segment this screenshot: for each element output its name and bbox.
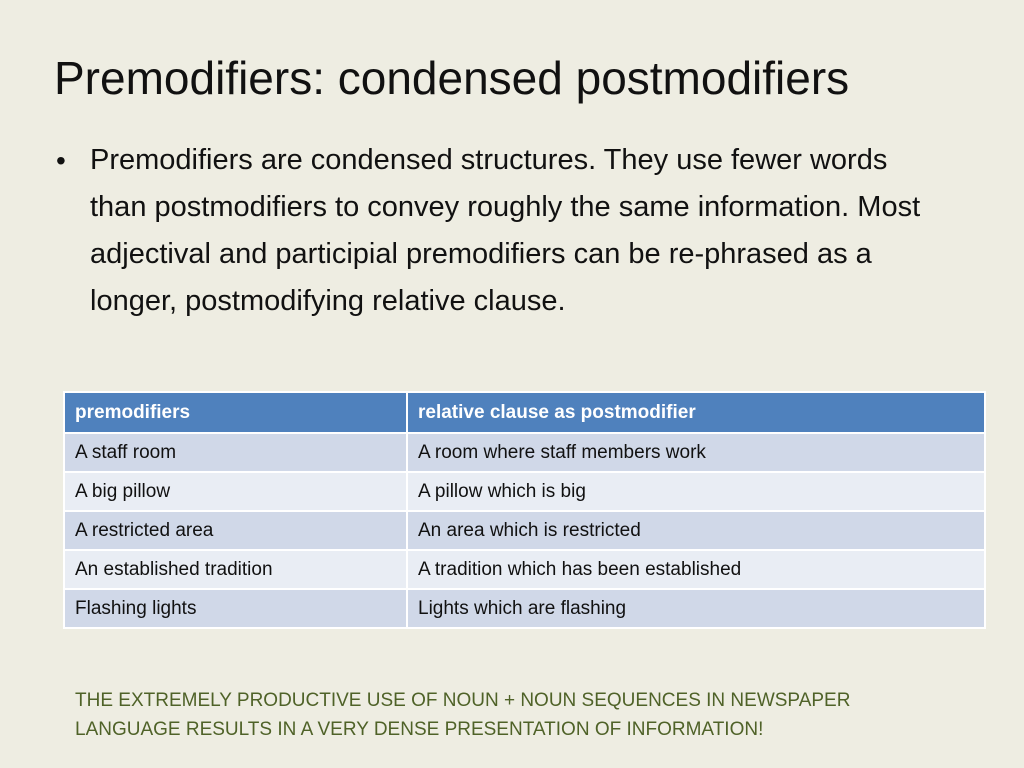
bullet-item: [56, 137, 956, 325]
emphasis-note: [75, 686, 975, 744]
bullet-icon: •: [56, 145, 66, 176]
bullet-list: [56, 137, 956, 325]
table-cell: A tradition which has been established: [407, 550, 985, 589]
slide-title: Premodifiers: condensed postmodifiers: [54, 52, 850, 104]
table-cell: Flashing lights: [64, 589, 407, 628]
table-cell: Lights which are flashing: [407, 589, 985, 628]
table-cell: A room where staff members work: [407, 433, 985, 472]
table-cell: A pillow which is big: [407, 472, 985, 511]
column-header-premodifiers: premodifiers: [64, 392, 407, 433]
table-row: [64, 433, 985, 472]
table-cell: A big pillow: [64, 472, 407, 511]
table-cell: A staff room: [64, 433, 407, 472]
bullet-text: Premodifiers are condensed structures. They use fewer words than postmodifiers to convey roughly the same information. Most adjectival and participial premodifiers can be re-phrased as a longer, postmodifying relative clause.: [90, 144, 921, 317]
table-row: [64, 550, 985, 589]
table-cell: A restricted area: [64, 511, 407, 550]
table-cell: An area which is restricted: [407, 511, 985, 550]
comparison-table: [63, 391, 986, 629]
table-header-row: [64, 392, 985, 433]
table-cell: An established tradition: [64, 550, 407, 589]
emphasis-note-line: LANGUAGE RESULTS IN A VERY DENSE PRESENTATION OF INFORMATION!: [75, 719, 764, 740]
table-row: [64, 511, 985, 550]
emphasis-note-line: THE EXTREMELY PRODUCTIVE USE OF NOUN + NOUN SEQUENCES IN NEWSPAPER: [75, 690, 851, 711]
table-row: [64, 472, 985, 511]
table-row: [64, 589, 985, 628]
column-header-relative-clause: relative clause as postmodifier: [407, 392, 985, 433]
